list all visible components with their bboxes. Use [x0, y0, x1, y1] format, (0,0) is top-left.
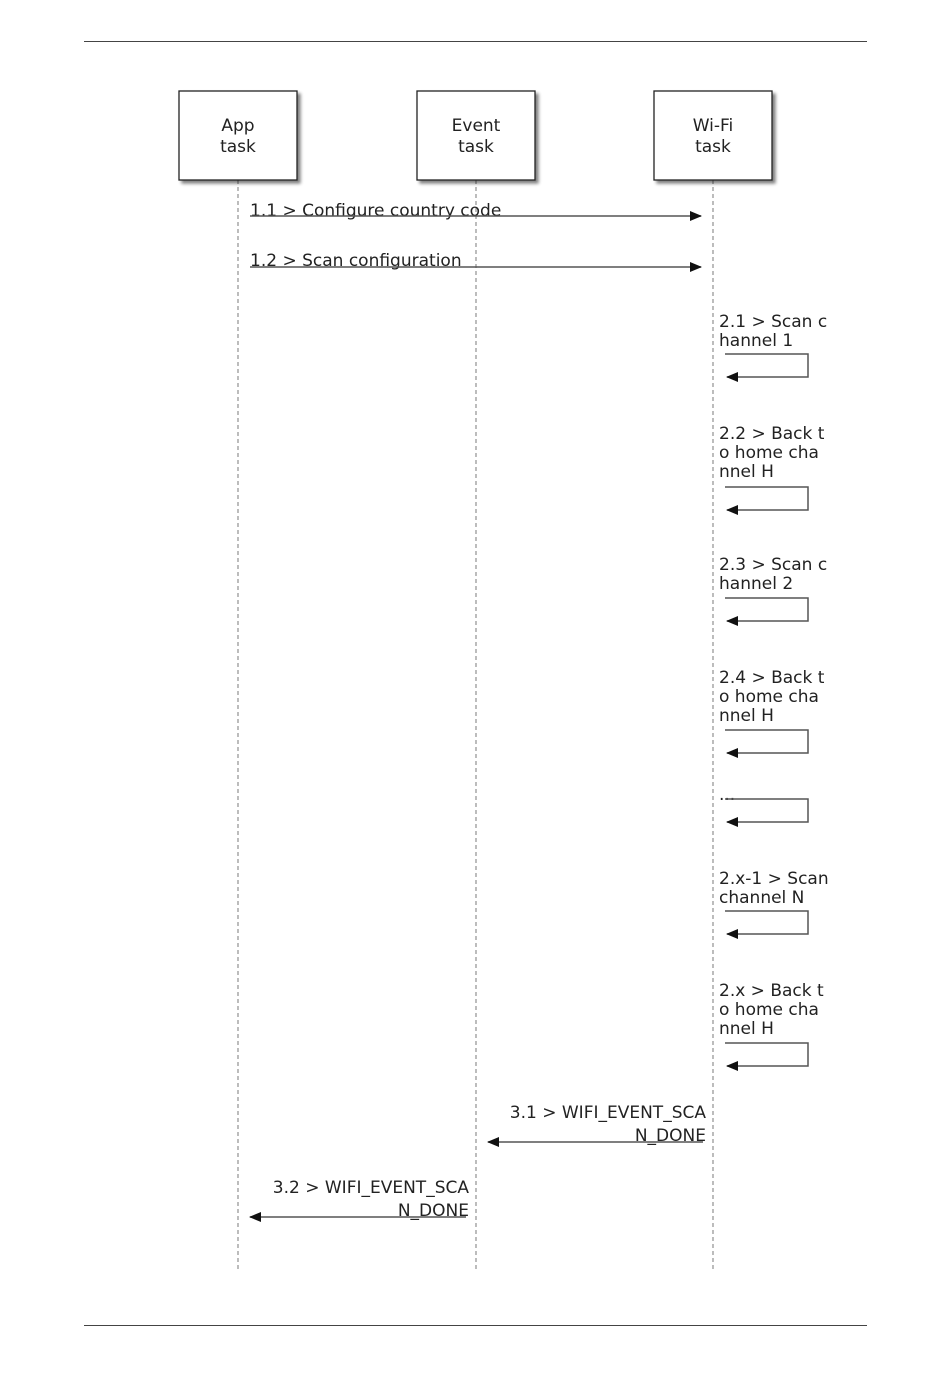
participant-wifi	[654, 91, 772, 180]
message-label: 2.x-1 > Scan	[719, 869, 829, 889]
message-label: nnel H	[719, 706, 774, 726]
message-m2_x	[719, 981, 824, 1066]
participant-label: task	[695, 137, 731, 157]
message-label: 3.2 > WIFI_EVENT_SCA	[272, 1178, 469, 1198]
message-m3_2	[250, 1178, 469, 1221]
self-message-arrow	[725, 354, 808, 377]
message-m1_1	[250, 201, 701, 221]
message-label: nnel H	[719, 462, 774, 482]
message-label: channel N	[719, 888, 805, 908]
participant-label: Wi-Fi	[692, 116, 734, 136]
message-m_ellipsis	[719, 785, 808, 822]
message-m2_4	[719, 668, 825, 753]
message-label: 2.3 > Scan c	[719, 555, 828, 575]
message-label: 3.1 > WIFI_EVENT_SCA	[509, 1103, 706, 1123]
participant-event	[417, 91, 535, 180]
message-label: o home cha	[719, 1000, 819, 1020]
message-label: N_DONE	[634, 1126, 706, 1146]
message-m3_1	[488, 1103, 706, 1146]
participant-label: App	[221, 116, 255, 136]
message-label: nnel H	[719, 1019, 774, 1039]
message-label: 2.x > Back t	[719, 981, 824, 1001]
participant-label: task	[220, 137, 256, 157]
message-label: 1.1 > Configure country code	[250, 201, 502, 221]
self-message-arrow	[725, 598, 808, 621]
message-m2_1	[719, 312, 827, 377]
message-label: 2.1 > Scan c	[719, 312, 828, 332]
self-message-arrow	[725, 1043, 808, 1066]
message-label: 2.4 > Back t	[719, 668, 825, 688]
self-message-arrow	[725, 487, 808, 510]
message-label: N_DONE	[397, 1201, 469, 1221]
message-label: 1.2 > Scan configuration	[250, 251, 462, 271]
message-m2_3	[719, 555, 827, 621]
self-message-arrow	[725, 799, 808, 822]
message-label: hannel 1	[719, 331, 794, 351]
message-m2_x1	[719, 869, 829, 934]
message-label: o home cha	[719, 443, 819, 463]
self-message-arrow	[725, 730, 808, 753]
message-m2_2	[719, 424, 825, 510]
message-label: o home cha	[719, 687, 819, 707]
participant-app	[179, 91, 297, 180]
participant-label: task	[458, 137, 494, 157]
message-label: ...	[719, 785, 736, 805]
message-label: hannel 2	[719, 574, 794, 594]
participant-label: Event	[451, 116, 501, 136]
self-message-arrow	[725, 911, 808, 934]
message-label: 2.2 > Back t	[719, 424, 825, 444]
